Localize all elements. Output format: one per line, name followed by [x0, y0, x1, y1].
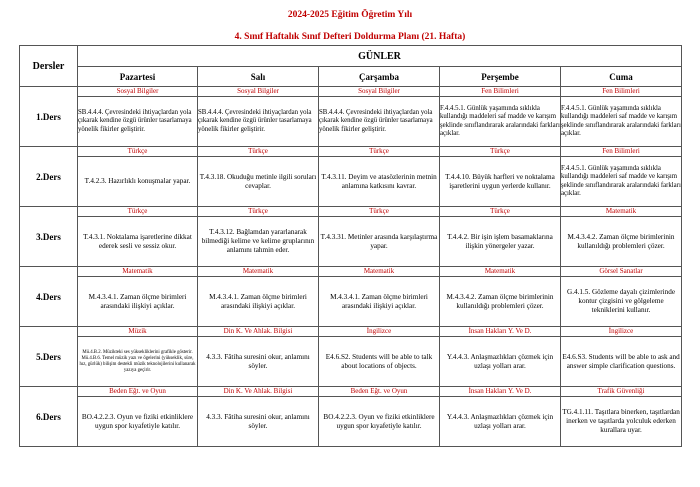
subject-label: Türkçe: [319, 207, 440, 217]
gunler-header: GÜNLER: [78, 46, 682, 67]
subject-label: Din K. Ve Ahlak. Bilgisi: [198, 387, 319, 397]
subject-label: Türkçe: [440, 207, 561, 217]
lesson-6-content-row: [20, 397, 682, 447]
subject-label: Türkçe: [440, 147, 561, 157]
day-header-persembe: Perşembe: [440, 67, 561, 87]
lesson-2-subject-row: [20, 147, 682, 157]
subject-label: Türkçe: [78, 207, 198, 217]
subject-label: Trafik Güvenliği: [561, 387, 682, 397]
weekly-plan-table: [19, 45, 682, 447]
outcome-text: T.4.3.12. Bağlamdan yararlanarak bilmediği kelime ve kelime gruplarının anlamını tahmin eder.: [198, 217, 319, 267]
outcome-text: 4.3.3. Fâtiha suresini okur, anlamını söyler.: [198, 337, 319, 387]
lesson-label: 1.Ders: [20, 87, 78, 147]
outcome-text: E4.6.S2. Students will be able to talk about locations of objects.: [319, 337, 440, 387]
outcome-text: M.4.3.4.2. Zaman ölçme birimlerinin kullanıldığı problemleri çözer.: [440, 277, 561, 327]
outcome-text: T.4.2.3. Hazırlıklı konuşmalar yapar.: [78, 157, 198, 207]
outcome-text: T.4.4.2. Bir işin işlem basamaklarına ilişkin yönergeler yazar.: [440, 217, 561, 267]
subject-label: Türkçe: [198, 147, 319, 157]
subject-label: İngilizce: [561, 327, 682, 337]
subject-label: Din K. Ve Ahlak. Bilgisi: [198, 327, 319, 337]
subject-label: İngilizce: [319, 327, 440, 337]
subject-label: Fen Bilimleri: [440, 87, 561, 97]
subject-label: Matematik: [198, 267, 319, 277]
outcome-text: Y.4.4.3. Anlaşmazlıkları çözmek için uzlaşı yolları arar.: [440, 337, 561, 387]
outcome-text: T.4.4.10. Büyük harfleri ve noktalama işaretlerini uygun yerlerde kullanır.: [440, 157, 561, 207]
subject-label: Beden Eğt. ve Oyun: [319, 387, 440, 397]
lesson-label: 2.Ders: [20, 147, 78, 207]
subject-label: Fen Bilimleri: [561, 147, 682, 157]
outcome-text: TG.4.1.11. Taşıtlara binerken, taşıtlardan inerken ve taşıtlarda yolculuk ederken kurallara uyar.: [561, 397, 682, 447]
outcome-text: T.4.3.11. Deyim ve atasözlerinin metnin anlamına katkısını kavrar.: [319, 157, 440, 207]
subject-label: Sosyal Bilgiler: [78, 87, 198, 97]
outcome-text: Y.4.4.3. Anlaşmazlıkları çözmek için uzlaşı yolları arar.: [440, 397, 561, 447]
day-header-sali: Salı: [198, 67, 319, 87]
outcome-text: E4.6.S3. Students will be able to ask and answer simple clarification questions.: [561, 337, 682, 387]
subject-label: Sosyal Bilgiler: [319, 87, 440, 97]
outcome-text: T.4.3.1. Noktalama işaretlerine dikkat ederek sesli ve sessiz okur.: [78, 217, 198, 267]
subject-label: Matematik: [319, 267, 440, 277]
outcome-text: Mü.4.B.2. Müzikteki ses yüksekliklerini grafikle gösterir. Mü.4.B.6. Temel müzik yazı ve ögelerini (yükseklik, süre, hız, gürlük) bilişim destekli müzik teknolojilerini kullanarak yazıya geçirir.: [78, 337, 198, 387]
subject-label: Türkçe: [198, 207, 319, 217]
day-header-pazartesi: Pazartesi: [78, 67, 198, 87]
subject-label: İnsan Hakları Y. Ve D.: [440, 327, 561, 337]
lesson-label: 5.Ders: [20, 327, 78, 387]
subject-label: Matematik: [440, 267, 561, 277]
subject-label: Türkçe: [319, 147, 440, 157]
outcome-text: M.4.3.4.1. Zaman ölçme birimleri arasındaki ilişkiyi açıklar.: [78, 277, 198, 327]
lesson-4-subject-row: [20, 267, 682, 277]
outcome-text: M.4.3.4.1. Zaman ölçme birimleri arasındaki ilişkiyi açıklar.: [198, 277, 319, 327]
outcome-text: 4.3.3. Fâtiha suresini okur, anlamını söyler.: [198, 397, 319, 447]
plan-year-title: 2024-2025 Eğitim Öğretim Yılı: [287, 10, 413, 20]
subject-label: Müzik: [78, 327, 198, 337]
lesson-5-subject-row: [20, 327, 682, 337]
lesson-4-content-row: [20, 277, 682, 327]
outcome-text: F.4.4.5.1. Günlük yaşamında sıklıkla kullandığı maddeleri saf madde ve karışım şeklinde sınıflandırarak aralarındaki farkları açıklar.: [561, 157, 682, 207]
outcome-text: SB.4.4.4. Çevresindeki ihtiyaçlardan yola çıkarak kendine özgü ürünler tasarlamaya yönelik fikirler geliştirir.: [198, 97, 319, 147]
lesson-1-subject-row: [20, 87, 682, 97]
lesson-3-subject-row: [20, 207, 682, 217]
outcome-text: F.4.4.5.1. Günlük yaşamında sıklıkla kullandığı maddeleri saf madde ve karışım şeklinde sınıflandırarak aralarındaki farkları açıklar.: [561, 97, 682, 147]
plan-week-title: 4. Sınıf Haftalık Sınıf Defteri Doldurma Planı (21. Hafta): [234, 32, 466, 42]
lesson-label: 3.Ders: [20, 207, 78, 267]
dersler-header: Dersler: [20, 46, 78, 87]
lesson-label: 4.Ders: [20, 267, 78, 327]
outcome-text: BO.4.2.2.3. Oyun ve fiziki etkinliklere uygun spor kıyafetiyle katılır.: [319, 397, 440, 447]
lesson-5-content-row: [20, 337, 682, 387]
outcome-text: M.4.3.4.1. Zaman ölçme birimleri arasındaki ilişkiyi açıklar.: [319, 277, 440, 327]
subject-label: Beden Eğt. ve Oyun: [78, 387, 198, 397]
outcome-text: T.4.3.18. Okuduğu metinle ilgili soruları cevaplar.: [198, 157, 319, 207]
day-header-cuma: Cuma: [561, 67, 682, 87]
day-header-carsamba: Çarşamba: [319, 67, 440, 87]
subject-label: Matematik: [78, 267, 198, 277]
subject-label: Görsel Sanatlar: [561, 267, 682, 277]
outcome-text: SB.4.4.4. Çevresindeki ihtiyaçlardan yola çıkarak kendine özgü ürünler tasarlamaya yönelik fikirler geliştirir.: [319, 97, 440, 147]
outcome-text: F.4.4.5.1. Günlük yaşamında sıklıkla kullandığı maddeleri saf madde ve karışım şeklinde sınıflandırarak aralarındaki farkları açıklar.: [440, 97, 561, 147]
outcome-text: SB.4.4.4. Çevresindeki ihtiyaçlardan yola çıkarak kendine özgü ürünler tasarlamaya yönelik fikirler geliştirir.: [78, 97, 198, 147]
subject-label: İnsan Hakları Y. Ve D.: [440, 387, 561, 397]
outcome-text: T.4.3.31. Metinler arasında karşılaştırma yapar.: [319, 217, 440, 267]
outcome-text: M.4.3.4.2. Zaman ölçme birimlerinin kullanıldığı problemleri çözer.: [561, 217, 682, 267]
outcome-text: BO.4.2.2.3. Oyun ve fiziki etkinliklere uygun spor kıyafetiyle katılır.: [78, 397, 198, 447]
subject-label: Matematik: [561, 207, 682, 217]
lesson-3-content-row: [20, 217, 682, 267]
lesson-6-subject-row: [20, 387, 682, 397]
lesson-label: 6.Ders: [20, 387, 78, 447]
subject-label: Türkçe: [78, 147, 198, 157]
outcome-text: G.4.1.5. Gözleme dayalı çizimlerinde kontur çizgisini ve gölgeleme tekniklerini kullanır.: [561, 277, 682, 327]
lesson-2-content-row: [20, 157, 682, 207]
subject-label: Sosyal Bilgiler: [198, 87, 319, 97]
subject-label: Fen Bilimleri: [561, 87, 682, 97]
lesson-1-content-row: [20, 97, 682, 147]
